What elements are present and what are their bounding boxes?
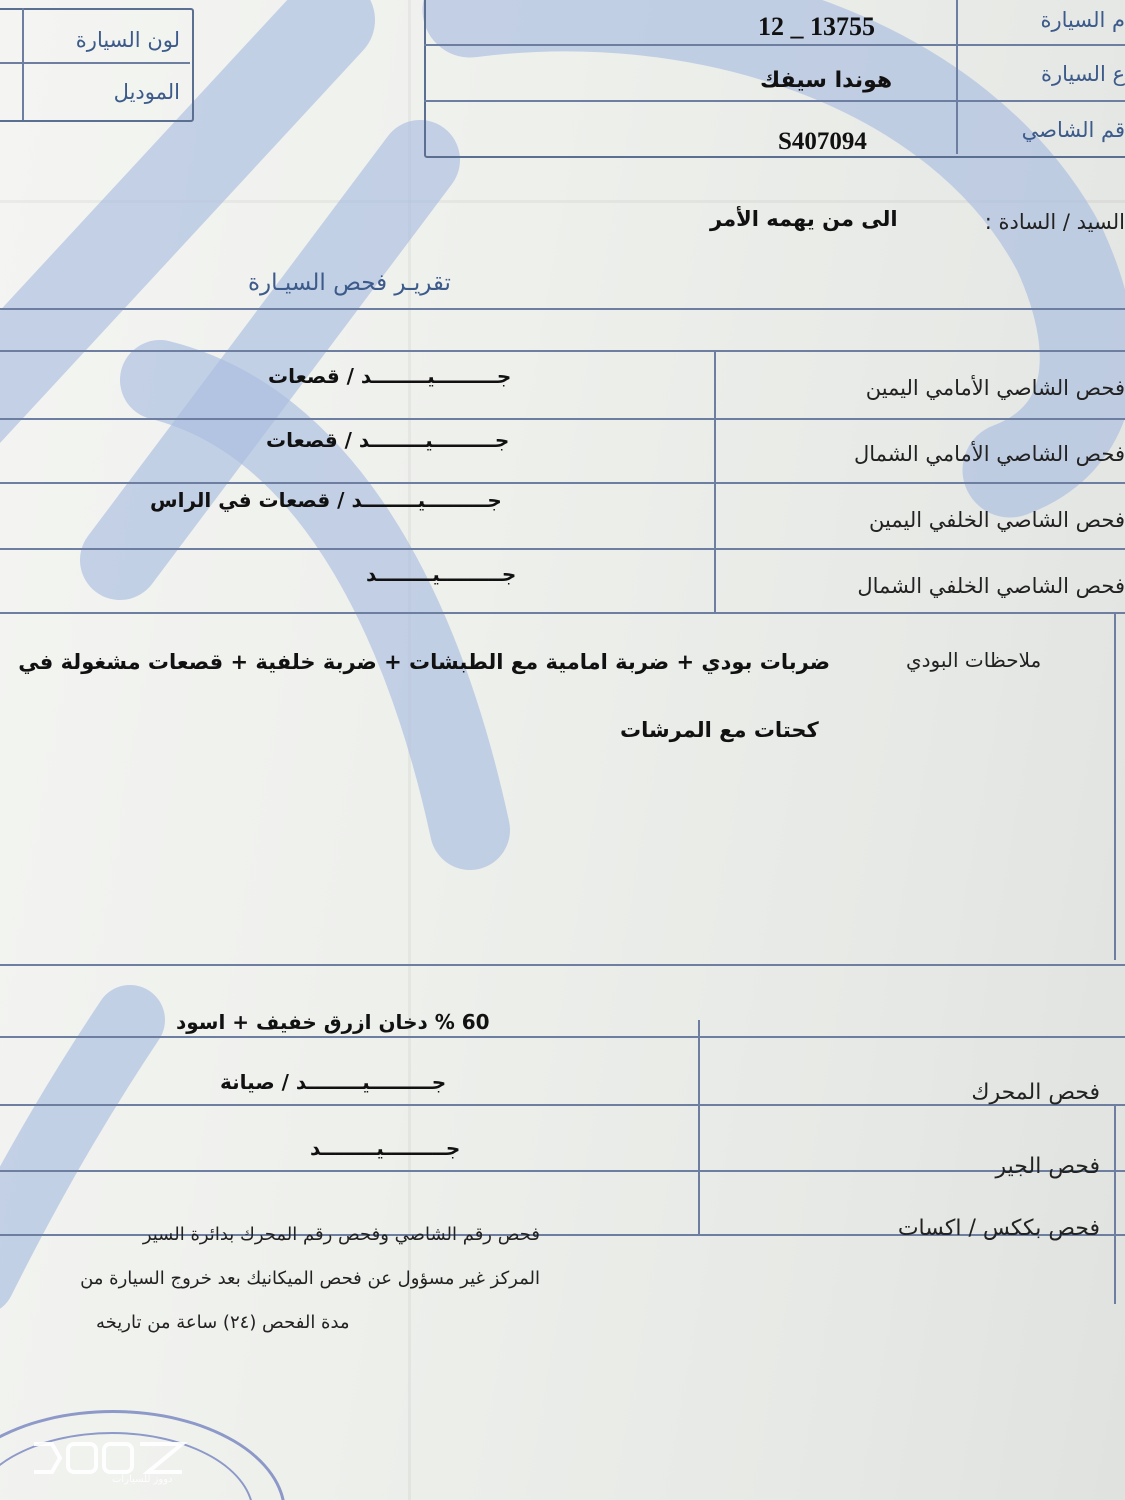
car-type-value: هوندا سيفك <box>760 68 893 93</box>
chassis-rear-right-label: فحص الشاصي الخلفي اليمين <box>869 508 1125 532</box>
table-row-rule <box>0 612 1125 614</box>
axle-check-label: فحص بككس / اكسات <box>897 1216 1100 1241</box>
header-left-box <box>0 8 194 122</box>
table-column-divider <box>698 1020 700 1234</box>
plate-number-value: 12 _ 13755 <box>758 12 875 41</box>
header-right-divider <box>424 44 1125 46</box>
body-notes-label: ملاحظات البودي <box>906 648 1042 672</box>
header-right-label-divider <box>956 0 958 154</box>
section-rule <box>0 308 1125 310</box>
footer-note-3: مدة الفحص (٢٤) ساعة من تاريخه <box>96 1312 350 1333</box>
chassis-front-right-result: جـــــــــيــــــــد / قصعات <box>268 364 512 388</box>
footer-note-1: فحص رقم الشاصي وفحص رقم المحرك بدائرة السير <box>142 1224 540 1245</box>
table-row-rule <box>0 1170 1125 1172</box>
gearbox-check-label: فحص الجير <box>995 1154 1100 1179</box>
table-column-divider <box>714 350 716 612</box>
table-row-rule <box>0 418 1125 420</box>
car-type-label: ع السيارة <box>1040 62 1125 86</box>
dooz-tagline: دووز للسيارات <box>112 1474 173 1485</box>
header-right-divider <box>424 100 1125 102</box>
chassis-label: قم الشاصي <box>1021 118 1125 142</box>
header-left-value-divider <box>22 8 24 120</box>
chassis-value: S407094 <box>778 128 867 155</box>
table-row-rule <box>0 482 1125 484</box>
table-row-rule <box>0 548 1125 550</box>
gearbox-check-result: جـــــــــيــــــــد / صيانة <box>220 1070 447 1094</box>
footer-note-2: المركز غير مسؤول عن فحص الميكانيك بعد خروج السيارة من <box>80 1268 540 1289</box>
dooz-watermark <box>30 1438 190 1488</box>
model-label: الموديل <box>113 80 180 104</box>
chassis-rear-left-result: جـــــــــيــــــــد <box>366 562 517 586</box>
report-title: تقريـر فحص السيـارة <box>248 270 451 296</box>
addressee-label: السيد / السادة : <box>984 210 1125 234</box>
paper-fold <box>0 200 1125 203</box>
section-rule <box>0 964 1125 966</box>
table-edge <box>1114 1104 1116 1304</box>
plate-number-label: م السيارة <box>1040 8 1125 32</box>
notes-box-edge <box>1114 612 1116 960</box>
chassis-rear-left-label: فحص الشاصي الخلفي الشمال <box>857 574 1125 598</box>
addressee-value: الى من يهمه الأمر <box>710 207 898 231</box>
body-notes-line-1: ضربات بودي + ضربة امامية مع الطبشات + ضربة خلفية + قصعات مشغولة في <box>18 650 830 674</box>
chassis-front-left-result: جـــــــــيــــــــد / قصعات <box>266 428 510 452</box>
chassis-rear-right-result: جـــــــــيــــــــد / قصعات في الراس <box>150 488 502 512</box>
table-row-rule <box>0 1036 1125 1038</box>
axle-check-result: جـــــــــيــــــــد <box>310 1136 461 1160</box>
chassis-front-right-label: فحص الشاصي الأمامي اليمين <box>865 376 1125 400</box>
header-left-divider <box>0 62 190 64</box>
table-row-rule <box>0 350 1125 352</box>
chassis-front-left-label: فحص الشاصي الأمامي الشمال <box>853 442 1125 466</box>
engine-check-result: 60 % دخان ازرق خفيف + اسود <box>176 1010 490 1034</box>
color-label: لون السيارة <box>75 28 180 52</box>
engine-check-label: فحص المحرك <box>971 1080 1100 1105</box>
body-notes-line-2: كحتات مع المرشات <box>620 718 819 742</box>
table-row-rule <box>0 1104 1125 1106</box>
